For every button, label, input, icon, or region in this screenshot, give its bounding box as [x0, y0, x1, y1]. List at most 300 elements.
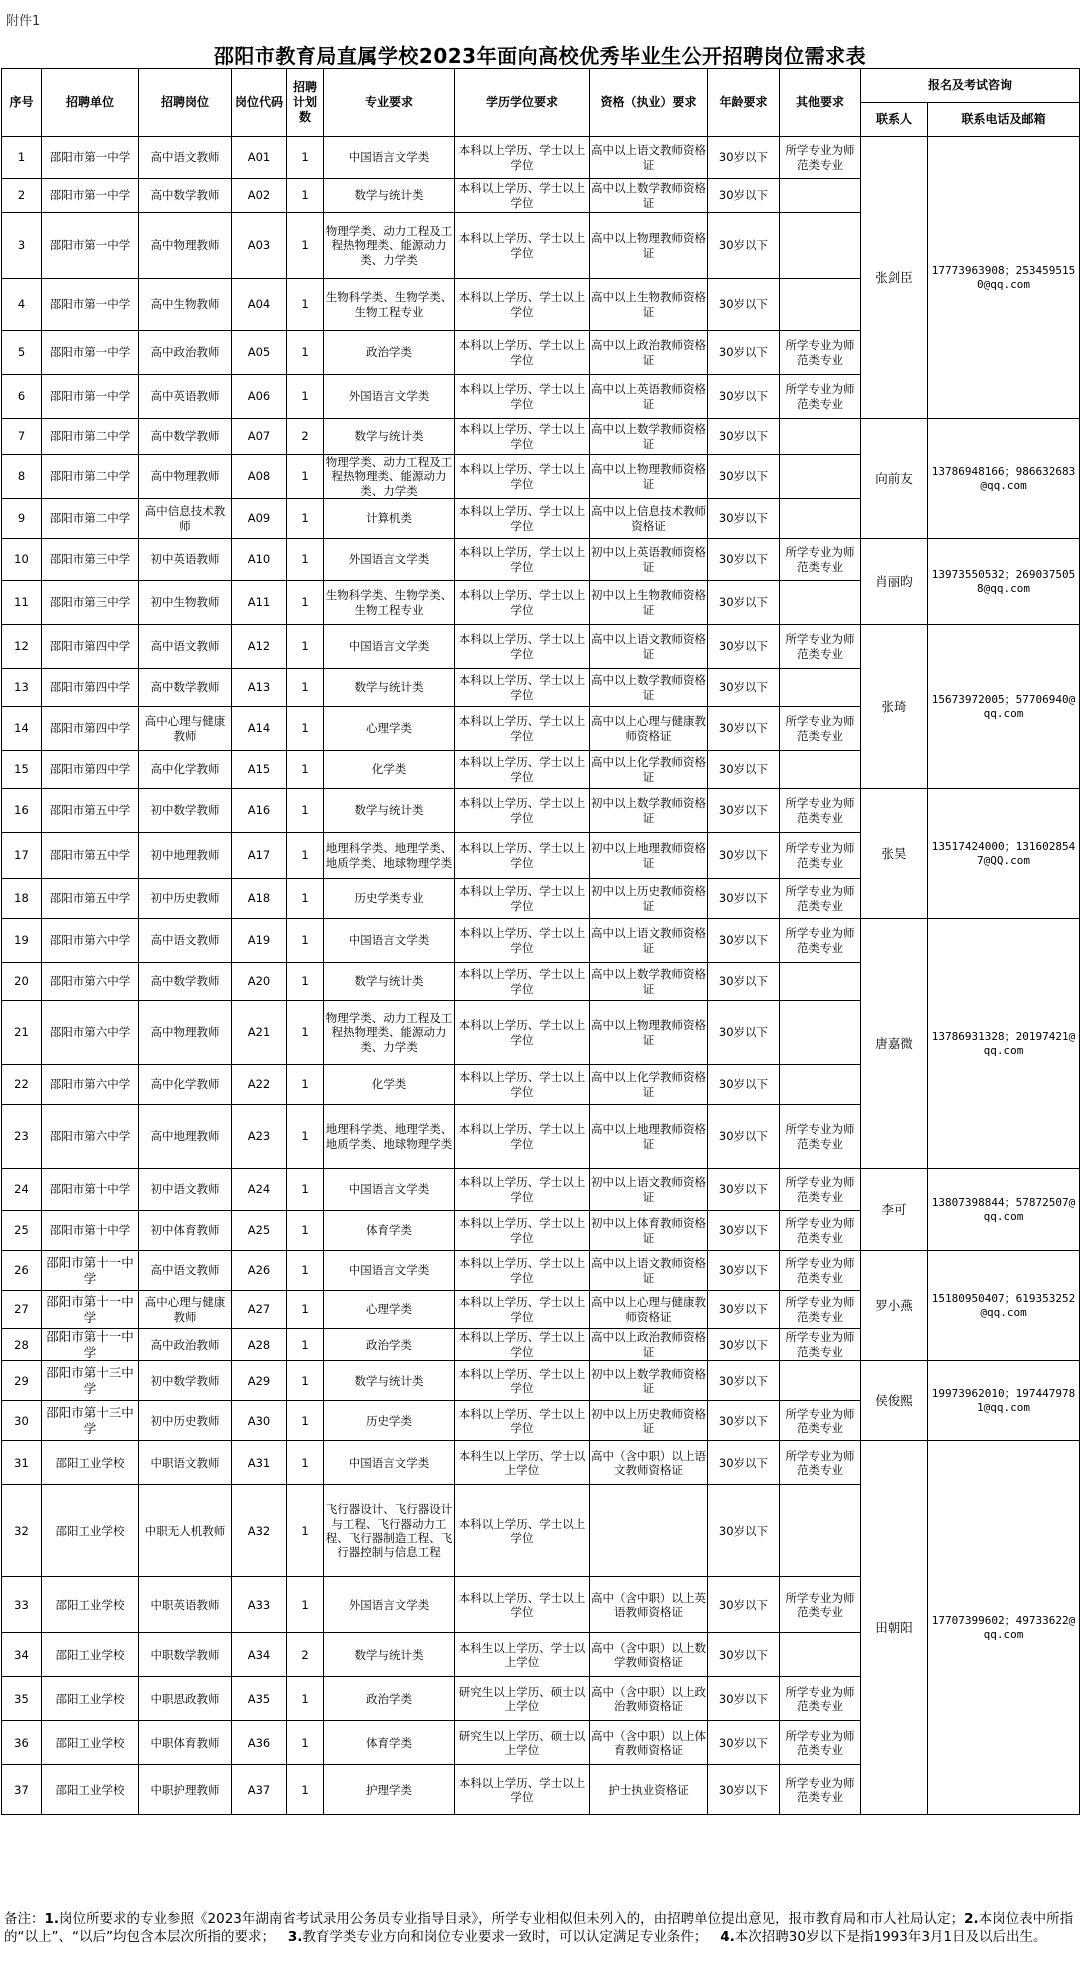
cell-major: 数学与统计类 [324, 963, 455, 1001]
cell-other: 所学专业为师范类专业 [780, 1765, 861, 1815]
cell-unit: 邵阳市第一中学 [42, 331, 139, 375]
cell-qualification: 高中（含中职）以上数学教师资格证 [590, 1633, 708, 1677]
table-row [2, 625, 1080, 669]
cell-code: A02 [232, 179, 287, 213]
cell-unit: 邵阳工业学校 [42, 1485, 139, 1577]
cell-age: 30岁以下 [708, 179, 780, 213]
cell-unit: 邵阳市第五中学 [42, 879, 139, 919]
cell-contact-phone: 17707399602；49733622@qq.com [928, 1441, 1080, 1815]
cell-major: 中国语言文学类 [324, 625, 455, 669]
cell-code: A20 [232, 963, 287, 1001]
cell-seq: 7 [2, 419, 42, 455]
cell-plan: 1 [287, 789, 324, 833]
cell-plan: 1 [287, 1329, 324, 1361]
cell-seq: 12 [2, 625, 42, 669]
cell-age: 30岁以下 [708, 789, 780, 833]
cell-unit: 邵阳市第一中学 [42, 179, 139, 213]
cell-code: A29 [232, 1361, 287, 1401]
cell-unit: 邵阳市第五中学 [42, 789, 139, 833]
cell-age: 30岁以下 [708, 499, 780, 539]
header-code: 岗位代码 [232, 69, 287, 137]
cell-code: A23 [232, 1105, 287, 1169]
cell-plan: 1 [287, 963, 324, 1001]
cell-code: A36 [232, 1721, 287, 1765]
cell-major: 数学与统计类 [324, 1633, 455, 1677]
cell-contact-name: 李可 [861, 1169, 928, 1251]
cell-other: 所学专业为师范类专业 [780, 1211, 861, 1251]
cell-plan: 1 [287, 1721, 324, 1765]
cell-post: 初中数学教师 [139, 1361, 232, 1401]
cell-plan: 1 [287, 1001, 324, 1065]
cell-seq: 11 [2, 581, 42, 625]
cell-major: 护理学类 [324, 1765, 455, 1815]
cell-qualification: 高中（含中职）以上体育教师资格证 [590, 1721, 708, 1765]
cell-degree: 本科生以上学历、学士以上学位 [455, 1441, 590, 1485]
cell-degree: 本科以上学历、学士以上学位 [455, 1065, 590, 1105]
cell-post: 高中心理与健康教师 [139, 1291, 232, 1329]
cell-age: 30岁以下 [708, 1633, 780, 1677]
cell-major: 外国语言文学类 [324, 1577, 455, 1633]
cell-unit: 邵阳市第十三中学 [42, 1401, 139, 1441]
cell-other [780, 213, 861, 279]
cell-post: 高中语文教师 [139, 919, 232, 963]
cell-plan: 2 [287, 419, 324, 455]
cell-degree: 本科生以上学历、学士以上学位 [455, 1633, 590, 1677]
cell-unit: 邵阳市第三中学 [42, 539, 139, 581]
cell-plan: 1 [287, 179, 324, 213]
cell-code: A32 [232, 1485, 287, 1577]
cell-qualification: 高中以上心理与健康教师资格证 [590, 707, 708, 751]
cell-age: 30岁以下 [708, 1251, 780, 1291]
table-row [2, 1441, 1080, 1485]
cell-contact-phone: 15180950407；619353252@qq.com [928, 1251, 1080, 1361]
cell-unit: 邵阳市第六中学 [42, 919, 139, 963]
cell-major: 中国语言文学类 [324, 919, 455, 963]
cell-degree: 本科以上学历、学士以上学位 [455, 1251, 590, 1291]
cell-degree: 本科以上学历、学士以上学位 [455, 707, 590, 751]
cell-major: 数学与统计类 [324, 419, 455, 455]
cell-unit: 邵阳市第四中学 [42, 751, 139, 789]
attachment-label: 附件1 [6, 14, 41, 29]
cell-post: 中职数学教师 [139, 1633, 232, 1677]
cell-degree: 本科以上学历、学士以上学位 [455, 499, 590, 539]
cell-qualification: 初中以上体育教师资格证 [590, 1211, 708, 1251]
cell-seq: 10 [2, 539, 42, 581]
footnote-num-2: 2. [964, 1911, 979, 1927]
header-degree: 学历学位要求 [455, 69, 590, 137]
cell-post: 高中物理教师 [139, 213, 232, 279]
cell-age: 30岁以下 [708, 919, 780, 963]
cell-seq: 16 [2, 789, 42, 833]
cell-degree: 本科以上学历、学士以上学位 [455, 789, 590, 833]
cell-seq: 33 [2, 1577, 42, 1633]
cell-code: A04 [232, 279, 287, 331]
cell-code: A31 [232, 1441, 287, 1485]
table-row [2, 1169, 1080, 1211]
cell-degree: 本科以上学历、学士以上学位 [455, 419, 590, 455]
cell-degree: 本科以上学历、学士以上学位 [455, 879, 590, 919]
cell-other [780, 1361, 861, 1401]
cell-major: 地理科学类、地理学类、地质学类、地球物理学类 [324, 833, 455, 879]
cell-major: 中国语言文学类 [324, 1441, 455, 1485]
cell-other: 所学专业为师范类专业 [780, 789, 861, 833]
cell-unit: 邵阳市第六中学 [42, 1001, 139, 1065]
cell-qualification: 高中以上数学教师资格证 [590, 419, 708, 455]
cell-plan: 1 [287, 539, 324, 581]
header-seq: 序号 [2, 69, 42, 137]
cell-code: A07 [232, 419, 287, 455]
cell-plan: 1 [287, 879, 324, 919]
cell-contact-phone: 13973550532；2690375058@qq.com [928, 539, 1080, 625]
cell-code: A08 [232, 455, 287, 499]
footnote-prefix: 备注： [4, 1911, 45, 1927]
cell-major: 中国语言文学类 [324, 137, 455, 179]
cell-major: 计算机类 [324, 499, 455, 539]
cell-unit: 邵阳市第六中学 [42, 1065, 139, 1105]
cell-other [780, 751, 861, 789]
cell-post: 高中物理教师 [139, 455, 232, 499]
cell-seq: 32 [2, 1485, 42, 1577]
cell-age: 30岁以下 [708, 1677, 780, 1721]
cell-age: 30岁以下 [708, 1485, 780, 1577]
footnote-num-3: 3. [287, 1929, 303, 1945]
cell-post: 中职体育教师 [139, 1721, 232, 1765]
cell-code: A14 [232, 707, 287, 751]
cell-major: 生物科学类、生物学类、生物工程专业 [324, 279, 455, 331]
cell-other: 所学专业为师范类专业 [780, 919, 861, 963]
cell-code: A27 [232, 1291, 287, 1329]
cell-qualification: 高中以上英语教师资格证 [590, 375, 708, 419]
cell-other: 所学专业为师范类专业 [780, 1577, 861, 1633]
cell-unit: 邵阳市第一中学 [42, 279, 139, 331]
cell-unit: 邵阳市第十三中学 [42, 1361, 139, 1401]
cell-plan: 1 [287, 833, 324, 879]
cell-contact-name: 唐嘉微 [861, 919, 928, 1169]
cell-other: 所学专业为师范类专业 [780, 539, 861, 581]
cell-code: A35 [232, 1677, 287, 1721]
cell-unit: 邵阳市第四中学 [42, 669, 139, 707]
cell-contact-phone: 19973962010；1974479781@qq.com [928, 1361, 1080, 1441]
cell-seq: 5 [2, 331, 42, 375]
cell-other [780, 963, 861, 1001]
cell-seq: 20 [2, 963, 42, 1001]
cell-other [780, 419, 861, 455]
cell-other [780, 455, 861, 499]
page-title: 邵阳市教育局直属学校2023年面向高校优秀毕业生公开招聘岗位需求表 [213, 44, 867, 68]
cell-code: A05 [232, 331, 287, 375]
cell-contact-phone: 15673972005；57706940@qq.com [928, 625, 1080, 789]
cell-other [780, 1001, 861, 1065]
cell-post: 高中政治教师 [139, 1329, 232, 1361]
cell-age: 30岁以下 [708, 137, 780, 179]
cell-degree: 本科以上学历、学士以上学位 [455, 581, 590, 625]
cell-contact-name: 张琦 [861, 625, 928, 789]
table-row [2, 919, 1080, 963]
cell-age: 30岁以下 [708, 1441, 780, 1485]
cell-other: 所学专业为师范类专业 [780, 1169, 861, 1211]
header-other: 其他要求 [780, 69, 861, 137]
cell-major: 外国语言文学类 [324, 375, 455, 419]
cell-plan: 1 [287, 331, 324, 375]
cell-qualification: 高中（含中职）以上语文教师资格证 [590, 1441, 708, 1485]
cell-qualification: 高中以上政治教师资格证 [590, 331, 708, 375]
cell-post: 高中政治教师 [139, 331, 232, 375]
cell-plan: 1 [287, 499, 324, 539]
cell-major: 数学与统计类 [324, 789, 455, 833]
cell-degree: 本科以上学历、学士以上学位 [455, 179, 590, 213]
cell-degree: 本科以上学历、学士以上学位 [455, 213, 590, 279]
cell-major: 飞行器设计、飞行器设计与工程、飞行器动力工程、飞行器制造工程、飞行器控制与信息工程 [324, 1485, 455, 1577]
header-age: 年龄要求 [708, 69, 780, 137]
cell-qualification: 高中以上语文教师资格证 [590, 625, 708, 669]
cell-plan: 1 [287, 213, 324, 279]
cell-unit: 邵阳市第一中学 [42, 213, 139, 279]
cell-major: 数学与统计类 [324, 669, 455, 707]
cell-degree: 本科以上学历、学士以上学位 [455, 833, 590, 879]
cell-plan: 1 [287, 669, 324, 707]
cell-plan: 1 [287, 1211, 324, 1251]
cell-post: 初中数学教师 [139, 789, 232, 833]
cell-age: 30岁以下 [708, 1001, 780, 1065]
cell-seq: 27 [2, 1291, 42, 1329]
cell-plan: 1 [287, 279, 324, 331]
cell-code: A30 [232, 1401, 287, 1441]
cell-code: A13 [232, 669, 287, 707]
cell-plan: 1 [287, 1485, 324, 1577]
cell-other: 所学专业为师范类专业 [780, 375, 861, 419]
cell-other [780, 179, 861, 213]
table-row [2, 1251, 1080, 1291]
cell-unit: 邵阳市第五中学 [42, 833, 139, 879]
cell-qualification: 高中以上物理教师资格证 [590, 455, 708, 499]
cell-degree: 本科以上学历、学士以上学位 [455, 1401, 590, 1441]
cell-degree: 本科以上学历、学士以上学位 [455, 279, 590, 331]
cell-major: 政治学类 [324, 1329, 455, 1361]
cell-post: 中职无人机教师 [139, 1485, 232, 1577]
cell-qualification: 高中以上地理教师资格证 [590, 1105, 708, 1169]
cell-seq: 4 [2, 279, 42, 331]
cell-post: 初中地理教师 [139, 833, 232, 879]
cell-unit: 邵阳工业学校 [42, 1677, 139, 1721]
cell-seq: 31 [2, 1441, 42, 1485]
cell-age: 30岁以下 [708, 1329, 780, 1361]
cell-post: 高中数学教师 [139, 179, 232, 213]
cell-code: A24 [232, 1169, 287, 1211]
table-row [2, 789, 1080, 833]
cell-plan: 1 [287, 707, 324, 751]
cell-post: 高中英语教师 [139, 375, 232, 419]
footnote-num-1: 1. [44, 1911, 60, 1927]
cell-other: 所学专业为师范类专业 [780, 137, 861, 179]
header-plan: 招聘计划数 [287, 69, 324, 137]
cell-code: A37 [232, 1765, 287, 1815]
cell-age: 30岁以下 [708, 833, 780, 879]
cell-code: A16 [232, 789, 287, 833]
cell-plan: 1 [287, 1677, 324, 1721]
footnote-num-4: 4. [720, 1929, 735, 1945]
cell-major: 数学与统计类 [324, 179, 455, 213]
cell-major: 外国语言文学类 [324, 539, 455, 581]
cell-unit: 邵阳市第三中学 [42, 581, 139, 625]
cell-post: 初中生物教师 [139, 581, 232, 625]
cell-other [780, 1065, 861, 1105]
header-phone: 联系电话及邮箱 [928, 103, 1080, 137]
cell-seq: 6 [2, 375, 42, 419]
cell-unit: 邵阳市第十一中学 [42, 1291, 139, 1329]
cell-qualification: 初中以上生物教师资格证 [590, 581, 708, 625]
cell-age: 30岁以下 [708, 455, 780, 499]
cell-major: 政治学类 [324, 1677, 455, 1721]
cell-degree: 本科以上学历、学士以上学位 [455, 1765, 590, 1815]
cell-qualification: 高中以上物理教师资格证 [590, 1001, 708, 1065]
cell-qualification: 初中以上数学教师资格证 [590, 789, 708, 833]
cell-major: 政治学类 [324, 331, 455, 375]
cell-seq: 22 [2, 1065, 42, 1105]
cell-unit: 邵阳工业学校 [42, 1633, 139, 1677]
cell-unit: 邵阳市第一中学 [42, 137, 139, 179]
cell-seq: 35 [2, 1677, 42, 1721]
cell-post: 高中语文教师 [139, 137, 232, 179]
cell-age: 30岁以下 [708, 213, 780, 279]
cell-major: 历史学类专业 [324, 879, 455, 919]
cell-degree: 本科以上学历、学士以上学位 [455, 1485, 590, 1577]
cell-seq: 14 [2, 707, 42, 751]
cell-code: A34 [232, 1633, 287, 1677]
cell-age: 30岁以下 [708, 419, 780, 455]
cell-major: 体育学类 [324, 1721, 455, 1765]
cell-other: 所学专业为师范类专业 [780, 1677, 861, 1721]
cell-age: 30岁以下 [708, 1105, 780, 1169]
cell-seq: 19 [2, 919, 42, 963]
footnote-item-1: 岗位所要求的专业参照《2023年湖南省考试录用公务员专业指导目录》，所学专业相似但未列入的，由招聘单位提出意见，报市教育局和市人社局认定； [59, 1911, 965, 1927]
cell-age: 30岁以下 [708, 1765, 780, 1815]
cell-age: 30岁以下 [708, 1291, 780, 1329]
cell-post: 高中数学教师 [139, 669, 232, 707]
cell-contact-phone: 17773963908；2534595150@qq.com [928, 137, 1080, 419]
cell-plan: 1 [287, 1065, 324, 1105]
cell-seq: 13 [2, 669, 42, 707]
cell-qualification: 初中以上历史教师资格证 [590, 879, 708, 919]
header-qualification: 资格（执业）要求 [590, 69, 708, 137]
cell-post: 中职语文教师 [139, 1441, 232, 1485]
cell-contact-phone: 13786948166；986632683@qq.com [928, 419, 1080, 539]
cell-unit: 邵阳市第二中学 [42, 419, 139, 455]
header-post: 招聘岗位 [139, 69, 232, 137]
cell-plan: 1 [287, 137, 324, 179]
cell-qualification: 高中以上化学教师资格证 [590, 751, 708, 789]
cell-plan: 1 [287, 751, 324, 789]
cell-seq: 21 [2, 1001, 42, 1065]
cell-contact-phone: 13517424000；1316028547@QQ.com [928, 789, 1080, 919]
cell-code: A10 [232, 539, 287, 581]
cell-age: 30岁以下 [708, 581, 780, 625]
cell-age: 30岁以下 [708, 707, 780, 751]
cell-seq: 23 [2, 1105, 42, 1169]
cell-other: 所学专业为师范类专业 [780, 1329, 861, 1361]
cell-other: 所学专业为师范类专业 [780, 833, 861, 879]
cell-degree: 本科以上学历、学士以上学位 [455, 1001, 590, 1065]
cell-seq: 1 [2, 137, 42, 179]
cell-other: 所学专业为师范类专业 [780, 879, 861, 919]
cell-seq: 37 [2, 1765, 42, 1815]
cell-seq: 28 [2, 1329, 42, 1361]
cell-post: 初中体育教师 [139, 1211, 232, 1251]
cell-contact-phone: 13807398844；57872507@qq.com [928, 1169, 1080, 1251]
cell-qualification: 高中以上语文教师资格证 [590, 919, 708, 963]
cell-degree: 本科以上学历、学士以上学位 [455, 1577, 590, 1633]
cell-post: 高中地理教师 [139, 1105, 232, 1169]
cell-plan: 1 [287, 1169, 324, 1211]
cell-contact-name: 田朝阳 [861, 1441, 928, 1815]
cell-degree: 本科以上学历、学士以上学位 [455, 1211, 590, 1251]
footnote-item-2: 本岗位表中所指的“以上”、“以后”均包含本层次所指的要求； [4, 1911, 1074, 1945]
cell-code: A15 [232, 751, 287, 789]
cell-seq: 25 [2, 1211, 42, 1251]
header-major: 专业要求 [324, 69, 455, 137]
cell-contact-name: 张剑臣 [861, 137, 928, 419]
cell-major: 生物科学类、生物学类、生物工程专业 [324, 581, 455, 625]
table-row [2, 419, 1080, 455]
cell-qualification: 高中（含中职）以上英语教师资格证 [590, 1577, 708, 1633]
cell-post: 高中化学教师 [139, 751, 232, 789]
cell-plan: 1 [287, 1765, 324, 1815]
cell-unit: 邵阳工业学校 [42, 1721, 139, 1765]
cell-major: 数学与统计类 [324, 1361, 455, 1401]
cell-unit: 邵阳市第六中学 [42, 963, 139, 1001]
cell-code: A03 [232, 213, 287, 279]
cell-code: A26 [232, 1251, 287, 1291]
cell-major: 中国语言文学类 [324, 1169, 455, 1211]
cell-degree: 本科以上学历、学士以上学位 [455, 375, 590, 419]
cell-qualification: 高中（含中职）以上政治教师资格证 [590, 1677, 708, 1721]
cell-unit: 邵阳市第六中学 [42, 1105, 139, 1169]
cell-seq: 24 [2, 1169, 42, 1211]
table-row [2, 539, 1080, 581]
cell-major: 地理科学类、地理学类、地质学类、地球物理学类 [324, 1105, 455, 1169]
header-unit: 招聘单位 [42, 69, 139, 137]
cell-plan: 1 [287, 1105, 324, 1169]
cell-age: 30岁以下 [708, 1721, 780, 1765]
cell-degree: 本科以上学历、学士以上学位 [455, 625, 590, 669]
cell-qualification: 高中以上语文教师资格证 [590, 137, 708, 179]
cell-qualification: 高中以上数学教师资格证 [590, 669, 708, 707]
cell-code: A22 [232, 1065, 287, 1105]
cell-post: 高中语文教师 [139, 1251, 232, 1291]
cell-other [780, 279, 861, 331]
cell-age: 30岁以下 [708, 375, 780, 419]
cell-contact-name: 侯俊熙 [861, 1361, 928, 1441]
cell-degree: 本科以上学历，学士以上学位 [455, 539, 590, 581]
cell-age: 30岁以下 [708, 963, 780, 1001]
cell-degree: 研究生以上学历、硕士以上学位 [455, 1721, 590, 1765]
cell-contact-phone: 13786931328；20197421@qq.com [928, 919, 1080, 1169]
cell-qualification: 高中以上心理与健康教师资格证 [590, 1291, 708, 1329]
cell-qualification: 初中以上语文教师资格证 [590, 1169, 708, 1211]
cell-plan: 1 [287, 1401, 324, 1441]
cell-seq: 30 [2, 1401, 42, 1441]
cell-age: 30岁以下 [708, 1577, 780, 1633]
cell-contact-name: 张昊 [861, 789, 928, 919]
cell-qualification: 高中以上化学教师资格证 [590, 1065, 708, 1105]
cell-age: 30岁以下 [708, 279, 780, 331]
cell-other [780, 581, 861, 625]
cell-post: 初中历史教师 [139, 879, 232, 919]
cell-major: 中国语言文学类 [324, 1251, 455, 1291]
cell-post: 初中英语教师 [139, 539, 232, 581]
cell-other [780, 1485, 861, 1577]
cell-major: 心理学类 [324, 707, 455, 751]
cell-plan: 2 [287, 1633, 324, 1677]
